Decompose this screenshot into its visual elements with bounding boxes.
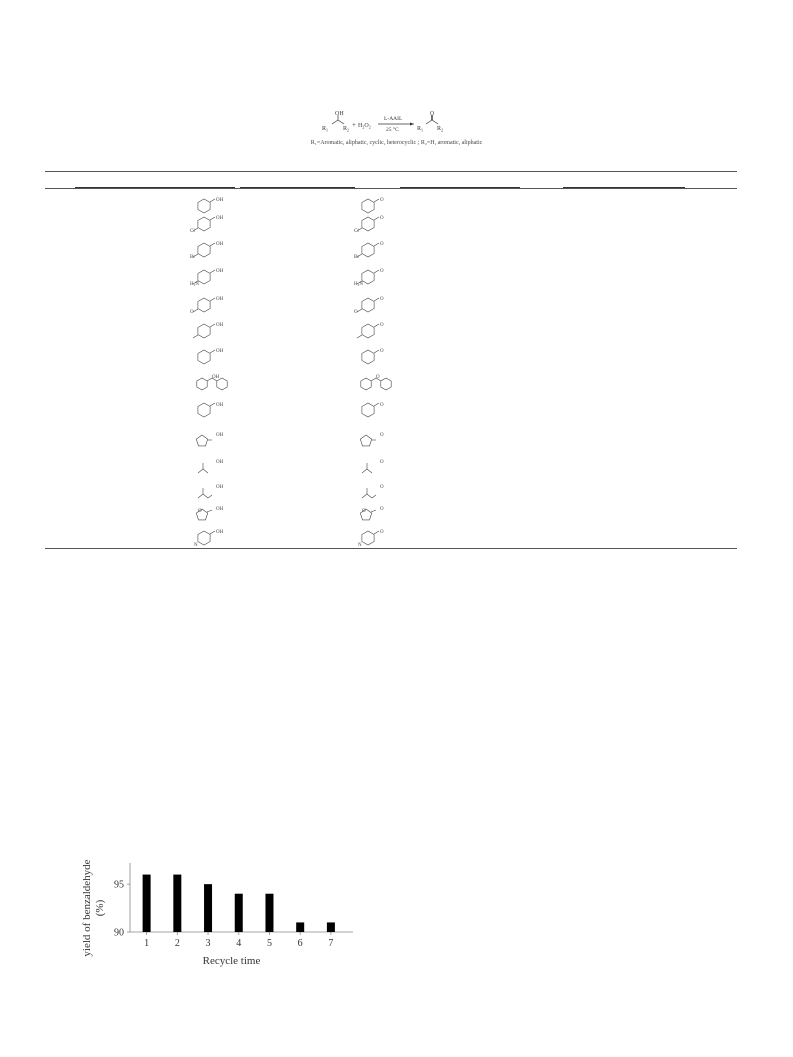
product-group-label: O [380,349,384,354]
product-o-label: O [430,111,435,117]
column-rule-4 [563,187,685,188]
substrate-group-label: OH [216,198,224,203]
substrate-structure [190,294,250,314]
product-group-label: O [380,403,384,408]
product-group-label: O [376,375,380,380]
product-group-label: O [380,485,384,490]
product-structure [354,213,414,233]
x-tick-label: 3 [205,938,211,949]
product-structure [354,504,414,524]
x-axis-label: Recycle time [202,955,261,967]
product-group-label: O [380,297,384,302]
catalyst-label: L-AAIL [384,116,403,122]
product-group-label: O [380,216,384,221]
x-tick-label: 6 [297,938,303,949]
product-structure [354,195,414,215]
product-structure [354,430,414,450]
product-structure [354,400,414,420]
y-tick-label: 95 [114,879,124,891]
substrate-structure [190,504,250,524]
substrate-group-label: OH [216,530,224,535]
substrate-substituent-label: Br [190,255,195,259]
substrate-group-label: OH [212,375,220,380]
product-substituent-label: O [362,509,366,514]
product-structure [354,346,414,366]
substrate-structure [190,346,250,366]
recycle-chart-svg [78,850,368,975]
plus-sign: + [352,121,356,129]
product-substituent-label: N [358,543,362,547]
substrate-group-label: OH [216,297,224,302]
column-rule-1 [75,187,235,188]
product-structure [354,239,414,259]
bar [296,922,304,932]
bar [143,875,151,932]
product-structure [354,372,414,392]
scheme-caption: R₁=Aromatic, aliphatic, cyclic, heterocyclic ; R₂=H, aromatic, aliphatic [310,140,483,146]
substrate-structure [190,372,250,392]
product-group-label: O [380,433,384,438]
substrate-substituent-label: O [190,310,194,314]
bar [235,894,243,932]
y-tick-label: 90 [114,927,124,939]
svg-text:R2: $R_2$ [437,126,444,133]
product-group-label: O [380,242,384,247]
x-tick-label: 4 [236,938,242,949]
table-bottom-rule [45,548,737,549]
substrate-substituent-label: Cl [190,229,195,233]
product-group-label: O [380,507,384,512]
substrate-group-label: OH [216,403,224,408]
product-structure [354,482,414,502]
svg-text:R1: $R_1$ [322,126,329,133]
x-tick-label: 5 [266,938,272,949]
reaction-scheme [300,108,500,140]
substrate-group-label: OH [216,216,224,221]
table-header-rule [45,188,737,189]
substrate-structure [190,195,250,215]
svg-text:R1: $R_1$ [417,126,424,133]
substrate-group-label: OH [216,269,224,274]
temperature-label: 25 °C [386,127,399,133]
y-axis-label: yield of benzaldehyde [81,859,93,957]
bar [327,922,335,932]
recycle-chart [78,850,368,975]
column-rule-3 [400,187,520,188]
substrate-structure [190,213,250,233]
product-group-label: O [380,198,384,203]
column-rule-2 [240,187,355,188]
substrate-structure [190,482,250,502]
y-axis-label-unit: (%) [94,899,106,917]
substrate-structure [190,400,250,420]
product-substituent-label: O [354,310,358,314]
substrate-group-label: OH [216,485,224,490]
bar [265,894,273,932]
substrate-substituent-label: H₂N [190,282,199,286]
x-tick-label: 7 [328,938,334,949]
product-group-label: O [380,269,384,274]
substrate-group-label: OH [216,460,224,465]
product-substituent-label: Br [354,255,359,259]
substrate-substituent-label: N [194,543,198,547]
reactant-oh-label: OH [335,111,344,117]
table-top-rule [45,171,737,172]
product-structure [354,266,414,286]
substrate-group-label: OH [216,507,224,512]
substrate-structure [190,457,250,477]
product-group-label: O [380,530,384,535]
product-substituent-label: Cl [354,229,359,233]
product-structure [354,294,414,314]
bar [173,875,181,932]
product-substituent-label: H₂N [354,282,363,286]
substrate-structure [190,527,250,547]
reagent-h2o2: $H_2O_2$ [358,123,371,130]
substrate-structure [190,430,250,450]
product-structure [354,320,414,340]
x-tick-label: 2 [174,938,180,949]
product-group-label: O [380,460,384,465]
x-tick-label: 1 [144,938,150,949]
substrate-group-label: OH [216,242,224,247]
substrate-structure [190,320,250,340]
substrate-structure [190,239,250,259]
svg-text:R2: $R_2$ [343,126,350,133]
substrate-structure [190,266,250,286]
product-group-label: O [380,323,384,328]
product-structure [354,457,414,477]
bar [204,884,212,932]
substrate-substituent-label: O [198,509,202,514]
substrate-group-label: OH [216,433,224,438]
product-structure [354,527,414,547]
substrate-group-label: OH [216,323,224,328]
substrate-group-label: OH [216,349,224,354]
